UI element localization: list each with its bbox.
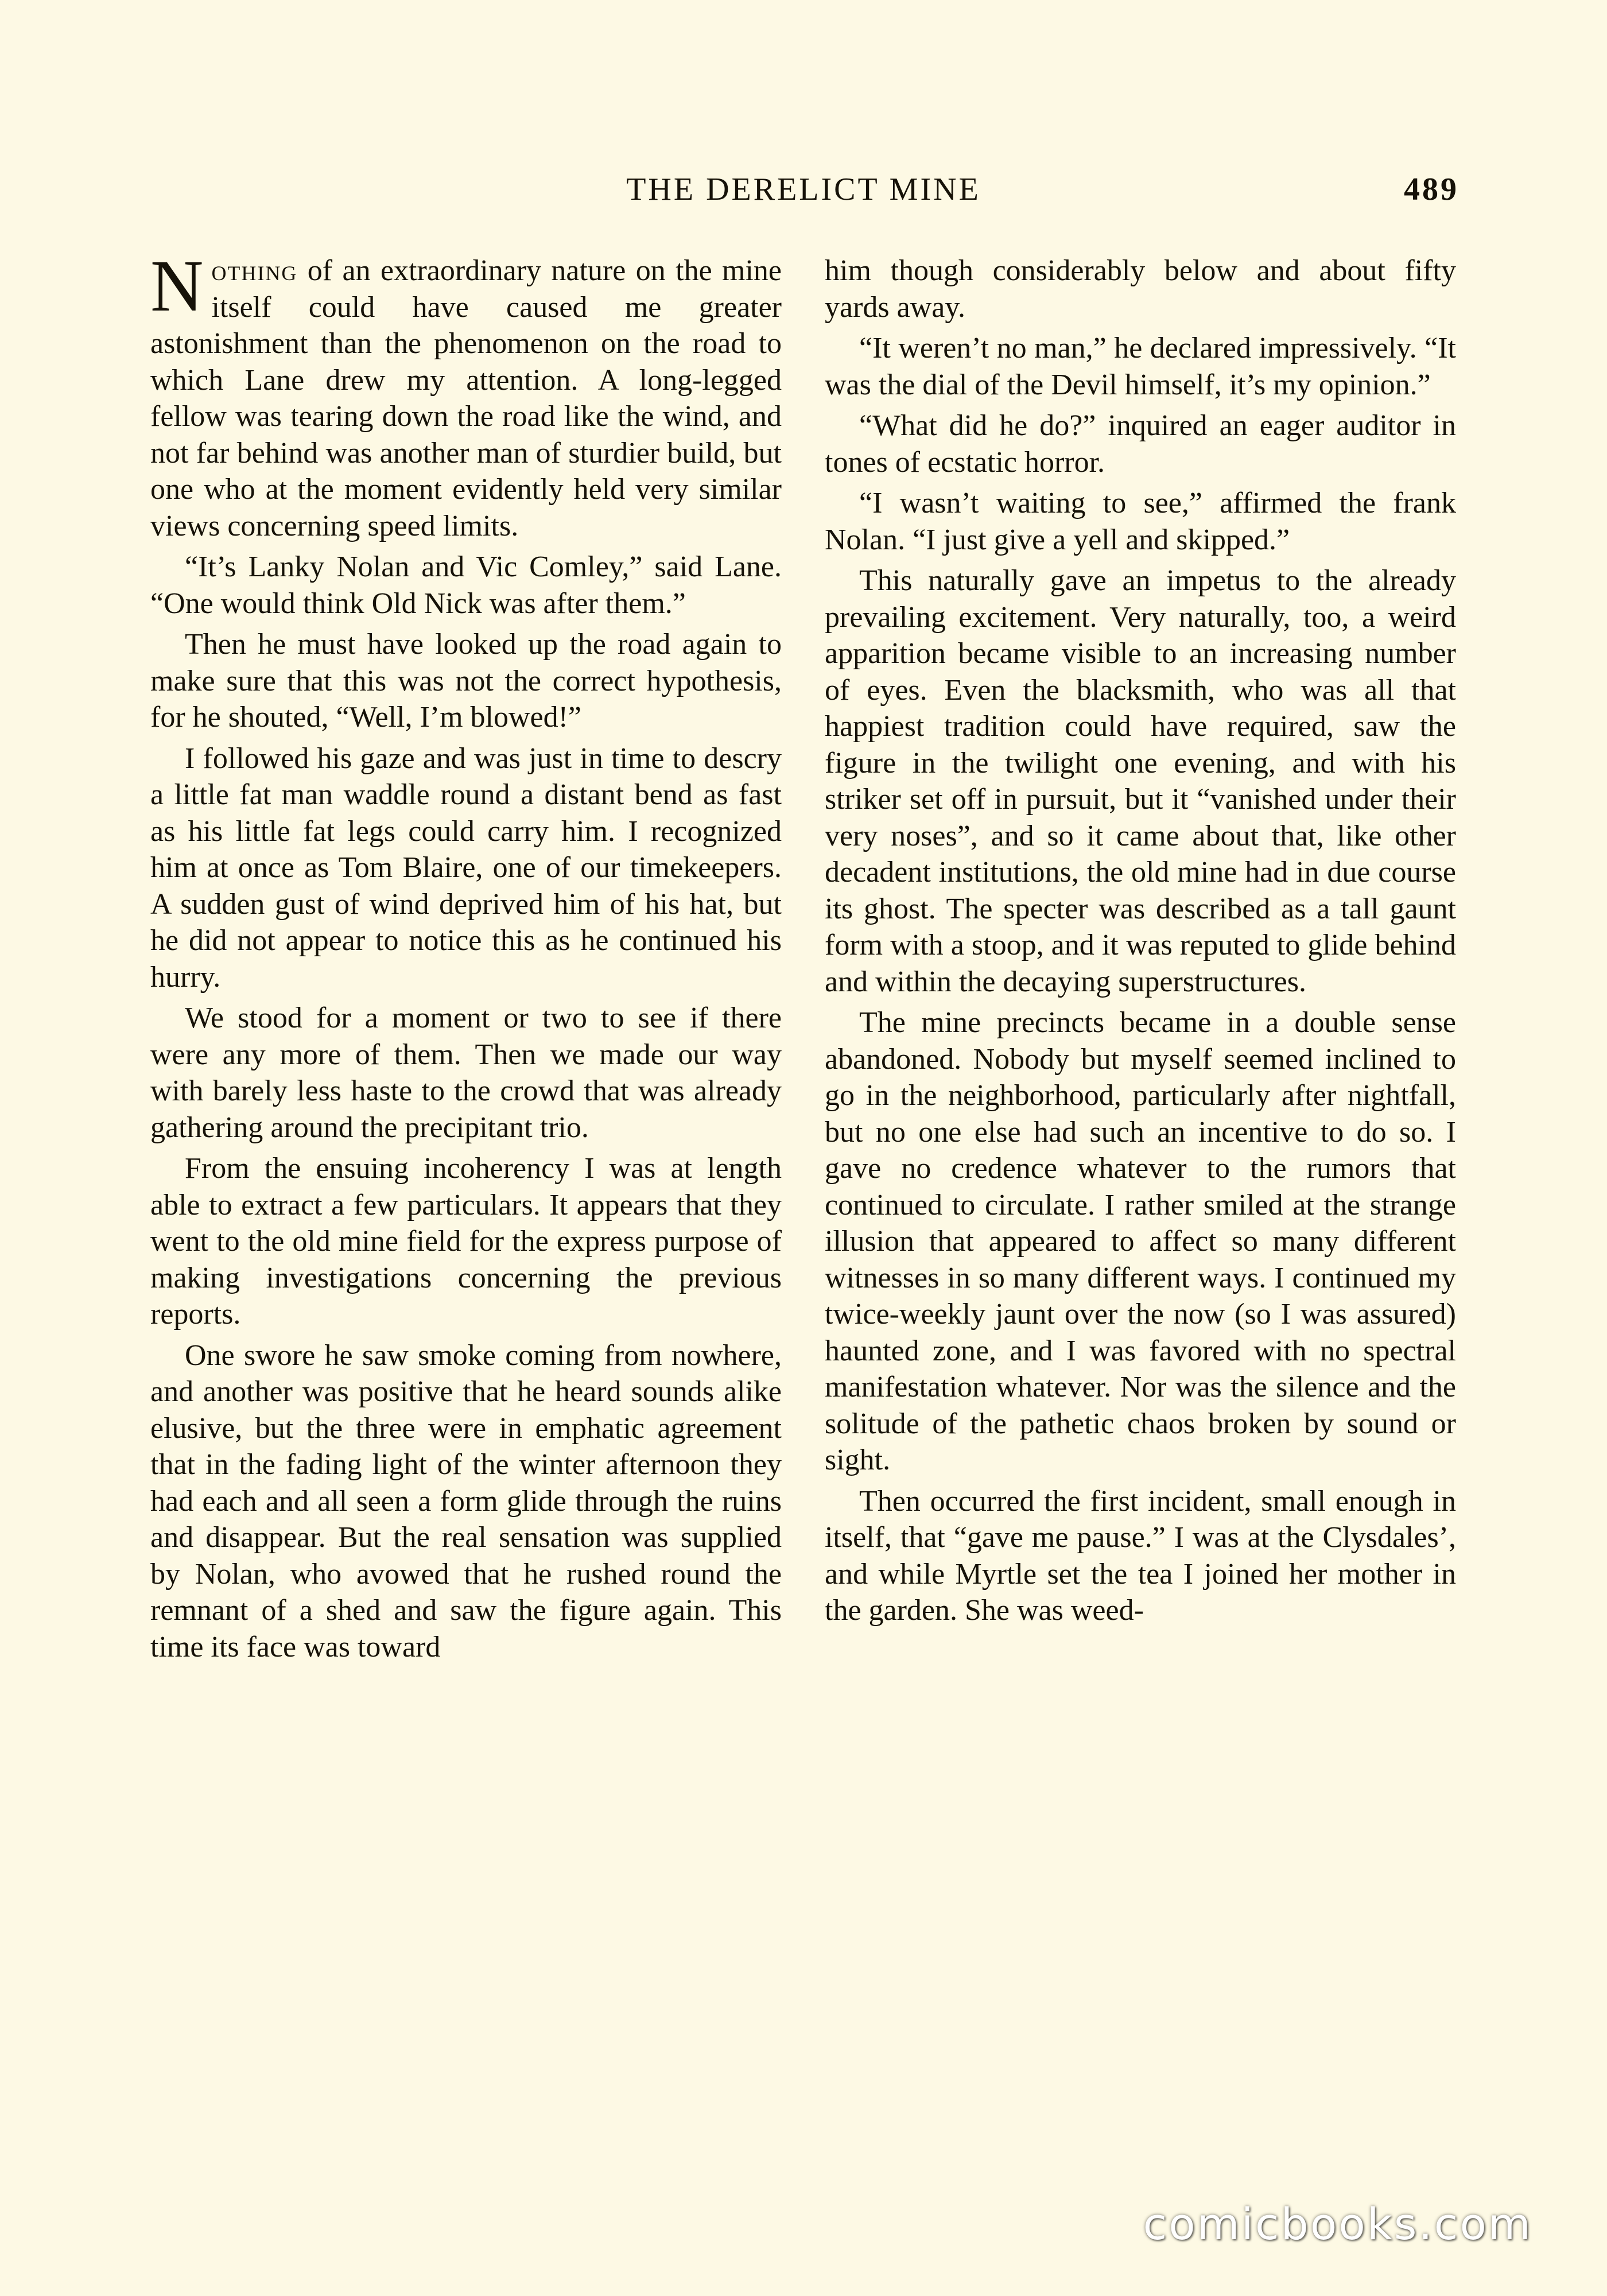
paragraph: One swore he saw smoke coming from nowhere, and another was positive that he heard sounds alike elusive, but the three were in emphatic agreement that in the fading light of the winter afternoon they had each and all seen a form glide through the ruins and disappear. But the real sensation was supplied by Nolan, who avowed that he rushed round the remnant of a shed and saw the figure again. This time its face was toward: [150, 1339, 782, 1663]
paragraph: The mine precincts became in a double sense abandoned. Nobody but myself seemed inclined to go in the neighborhood, particularly after nightfall, but no one else had such an incentive to do so. I gave no credence whatever to the rumors that continued to circulate. I rather smiled at the strange illusion that appeared to affect so many different witnesses in so many different ways. I continued my twice-weekly jaunt over the now (so I was assured) haunted zone, and I was favored with no spectral manifestation whatever. Nor was the silence and the solitude of the pathetic chaos broken by sound or sight.: [825, 1006, 1456, 1476]
drop-cap: N: [150, 245, 204, 327]
paragraph: From the ensuing incoherency I was at length able to extract a few particulars. It appears that they went to the old mine field for the express purpose of making investigations concerning the previous reports.: [150, 1152, 782, 1331]
page-number: 489: [1404, 172, 1459, 207]
paragraph: “It weren’t no man,” he declared impressively. “It was the dial of the Devil himself, it’s my opinion.”: [825, 332, 1456, 401]
paragraph: [150, 245, 782, 544]
paragraph: I followed his gaze and was just in time to descry a little fat man waddle round a distant bend as fast as his little fat legs could carry him. I recognized him at once as Tom Blaire, one of our timekeepers. A sudden gust of wind deprived him of his hat, but he did not appear to notice this as he continued his hurry.: [150, 742, 782, 994]
left-column: [150, 245, 782, 1670]
paragraph: him though considerably below and about fifty yards away.: [825, 254, 1456, 324]
lead-in-smallcaps: othing: [211, 254, 298, 287]
right-column: [825, 253, 1456, 1634]
paragraph: “What did he do?” inquired an eager auditor in tones of ecstatic horror.: [825, 409, 1456, 479]
paragraph: “I wasn’t waiting to see,” affirmed the frank Nolan. “I just give a yell and skipped.”: [825, 487, 1456, 556]
running-title: THE DERELICT MINE: [626, 172, 981, 207]
paragraph: Then he must have looked up the road again to make sure that this was not the correct hypothesis, for he shouted, “Well, I’m blowed!”: [150, 628, 782, 734]
watermark: comicbooks.com: [1143, 2198, 1532, 2250]
paragraph-text: of an extraordinary nature on the mine itself could have caused me greater astonishment than the phenomenon on the road to which Lane drew my attention. A long-legged fellow was tearing down the road like the wind, and not far behind was another man of sturdier build, but one who at the moment evidently held very similar views concerning speed limits.: [150, 254, 782, 542]
paragraph: “It’s Lanky Nolan and Vic Comley,” said Lane. “One would think Old Nick was after them.”: [150, 550, 782, 620]
running-head: [0, 165, 1607, 217]
paragraph: We stood for a moment or two to see if there were any more of them. Then we made our way with barely less haste to the crowd that was already gathering around the precipitant trio.: [150, 1002, 782, 1144]
paragraph: Then occurred the first incident, small enough in itself, that “gave me pause.” I was at the Clysdales’, and while Myrtle set the tea I joined her mother in the garden. She was weed-: [825, 1484, 1456, 1627]
paragraph: This naturally gave an impetus to the already prevailing excitement. Very naturally, too, a weird apparition became visible to an increasing number of eyes. Even the blacksmith, who was all that happiest tradition could have required, saw the figure in the twilight one evening, and with his striker set off in pursuit, but it “vanished under their very noses”, and so it came about that, like other decadent institutions, the old mine had in due course its ghost. The specter was described as a tall gaunt form with a stoop, and it was reputed to glide behind and within the decaying superstructures.: [825, 564, 1456, 998]
